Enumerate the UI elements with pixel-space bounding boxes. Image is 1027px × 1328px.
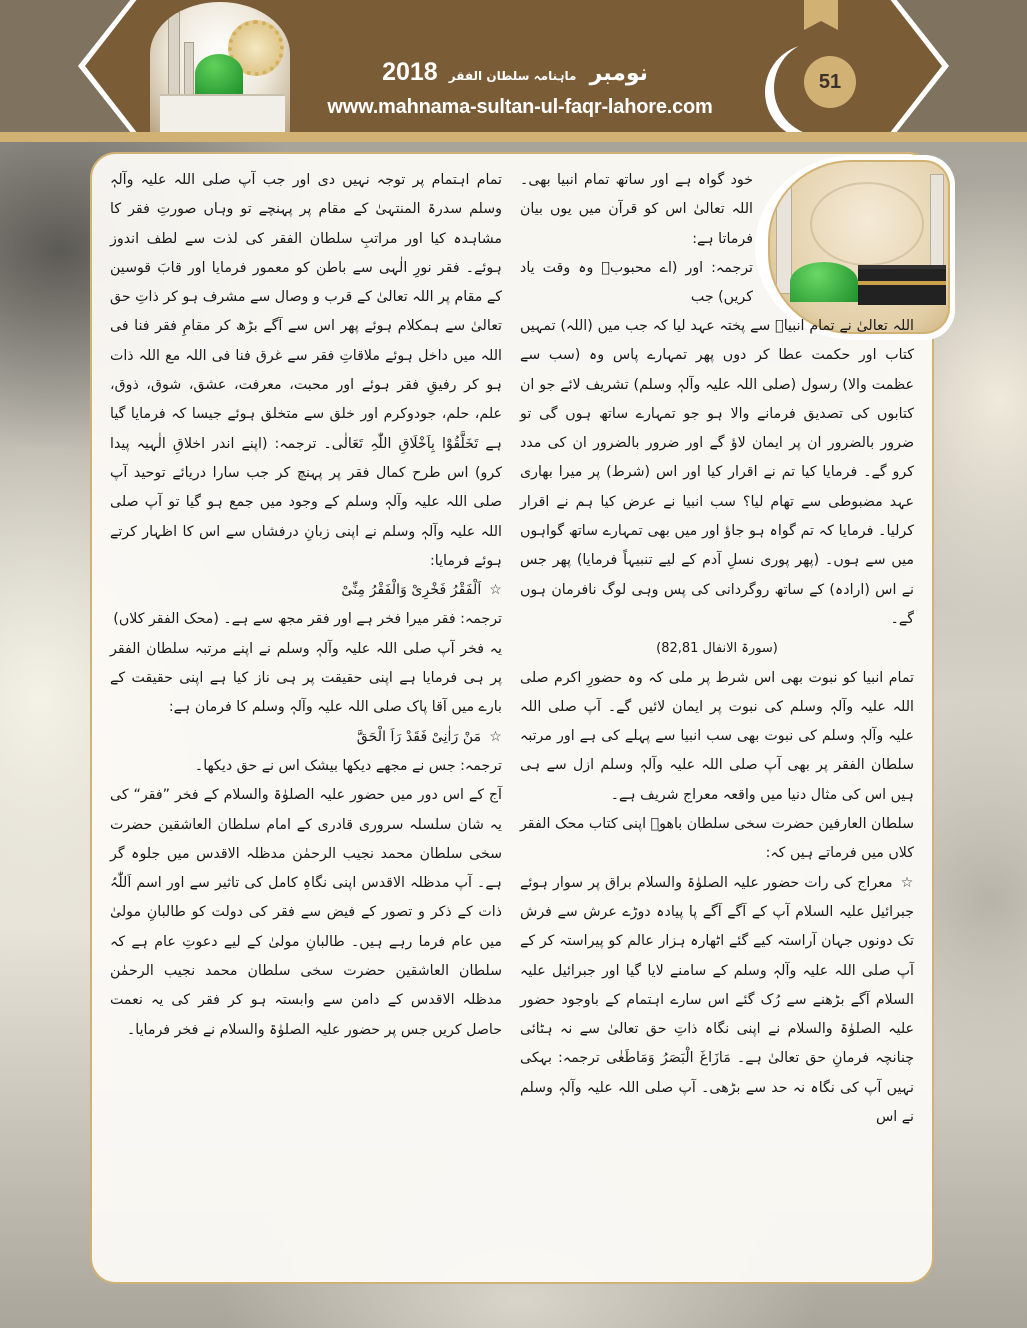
- hadith-quote: [110, 723, 502, 752]
- kaaba-icon: [858, 265, 946, 305]
- hadith-translation: ترجمہ: فقر میرا فخر ہے اور فقر مجھ سے ہے۔ (محک الفقر کلاں): [113, 611, 502, 628]
- paragraph: سلطان العارفین حضرت سخی سلطان باھوؒ اپنی کتاب محک الفقر کلاں میں فرماتے ہیں کہ:: [519, 816, 914, 862]
- hadith-translation: ترجمہ: جس نے مجھے دیکھا بیشک اس نے حق دیکھا۔: [194, 757, 502, 774]
- header-gold-strip: [0, 132, 1027, 142]
- haramain-image: [768, 160, 950, 334]
- star-icon: ☆: [489, 728, 502, 745]
- page-number: [804, 56, 856, 108]
- website-url[interactable]: www.mahnama-sultan-ul-faqr-lahore.com: [327, 96, 713, 118]
- calligraphy-icon: [810, 182, 924, 266]
- paragraph: یہ فخر آپ صلی اللہ علیہ وآلہٖ وسلم نے اپنے مرتبہ سلطان الفقر پر ہی فرمایا ہے اپنی حقیقت پر ہی ناز کیا ہے اپنی حقیقت کے بارے میں آقا پاک صلی اللہ علیہ وآلہٖ وسلم کا فرمان ہے:: [110, 640, 502, 716]
- masjid-nabawi-image: [150, 2, 290, 132]
- hadith-text: اَلْفَقْرُ فَخْرِیْ وَالْفَقْرُ مِنِّیْ: [341, 582, 482, 599]
- minaret-icon: [930, 174, 944, 276]
- magazine-name: ماہنامہ سلطان الفقر: [448, 69, 577, 83]
- right-column: [520, 312, 914, 1132]
- masjid-base: [160, 94, 285, 132]
- issue-title: [300, 58, 730, 87]
- miraj-text: معراج کی رات حضور علیہ الصلوٰۃ والسلام براق پر سوار ہوئے جبرائیل علیہ السلام آپ کے آگے آگے پا پیادہ دوڑے عرش سے فرش تک دونوں جہان آراستہ کیے گئے اٹھارہ ہزار عالم کو پیراستہ کر کے آپ صلی اللہ علیہ وآلہٖ وسلم کے سامنے لایا گیا اور جبرائیل علیہ السلام آگے بڑھنے سے رُک گئے اس سارے اہتمام کے باوجود حضور علیہ الصلوٰۃ والسلام نے اپنی نگاہ ذاتِ حق تعالیٰ سے نہ ہٹائی چنانچہ فرمانِ حق تعالیٰ ہے۔ مَازَاغَ الْبَصَرُ وَمَاطَغٰی ترجمہ: بہکی نہیں آپ کی نگاہ نہ حد سے بڑھی۔ آپ صلی اللہ علیہ وآلہٖ وسلم نے اس: [520, 874, 914, 1126]
- star-icon: ☆: [489, 582, 502, 599]
- right-column-intro: [520, 166, 753, 312]
- paragraph: تمام انبیا کو نبوت بھی اس شرط پر ملی کہ وہ حضورِ اکرم صلی اللہ علیہ وآلہٖ وسلم کی نبوت پر ایمان لائیں گے۔ آپ صلی اللہ علیہ وآلہٖ وسلم کی نبوت بھی سب انبیا سے پہلے کی ہے اور مرتبہ سلطان الفقر پر بھی آپ صلی اللہ علیہ وآلہٖ وسلم ازل سے ہی ہیں اس کی مثال دنیا میں واقعہ معراج شریف ہے۔: [520, 669, 914, 803]
- green-dome-icon: [790, 262, 858, 302]
- quote-paragraph: [520, 869, 914, 1133]
- quran-reference: (سورۃ الانفال 82,81): [656, 641, 778, 657]
- minaret-icon: [776, 182, 792, 294]
- issue-year: 2018: [382, 58, 438, 86]
- translation-start: ترجمہ: اور (اے محبوبؐ وہ وقت یاد کریں) جب: [520, 259, 753, 306]
- left-column: [110, 166, 502, 1045]
- quran-translation: اللہ تعالیٰ نے تمام انبیاؑ سے پختہ عہد لیا کہ جب میں (اللہ) تمہیں کتاب اور حکمت عطا کر دوں پھر تمہارے پاس وہ (سب سے عظمت والا) رسول (صلی اللہ علیہ وآلہٖ وسلم) تشریف لائے جو ان کتابوں کی تصدیق فرمانے والا ہو جو تمہارے ساتھ ہوں گی تو ضرور بالضرور ان پر ایمان لاؤ گے اور ضرور بالضرور ان کی مدد کرو گے۔ فرمایا کیا تم نے اقرار کیا اور اس (شرط) پر میرا بھاری عہد مضبوطی سے تھام لیا؟ سب انبیا نے عرض کیا ہم نے اقرار کرلیا۔ فرمایا کہ تم گواہ ہو جاؤ اور میں بھی تمہارے ساتھ گواہوں میں سے ہوں۔ (پھر پوری نسلِ آدم کے لیے تنبیہاً فرمایا) پھر جس نے اس (ارادہ) کے ساتھ روگردانی کی پس وہی لوگ نافرمان ہوں گے۔: [520, 318, 914, 627]
- green-dome-icon: [195, 54, 243, 94]
- page-number-text: 51: [818, 70, 842, 93]
- paragraph: آج کے اس دور میں حضور علیہ الصلوٰۃ والسلام کے فخر ”فقر“ کی یہ شان سلسلہ سروری قادری کے امام سلطان العاشقین حضرت سخی سلطان محمد نجیب الرحمٰن مدظلہ الاقدس میں جلوہ گر ہے۔ آپ مدظلہ الاقدس اپنی نگاہِ کامل کی تاثیر سے اور اسم اَللّٰہُ ذات کے ذکر و تصور کے فیض سے فقر کی دولت کو طالبانِ مولیٰ میں عام فرما رہے ہیں۔ طالبانِ مولیٰ کے لیے دعوتِ عام ہے کہ سلطان العاشقین حضرت سخی سلطان محمد نجیب الرحمٰن مدظلہ الاقدس کے دامن سے وابستہ ہو کر فقر کی یہ نعمت حاصل کریں جس پر حضور علیہ الصلوٰۃ والسلام نے فخر فرمایا۔: [110, 787, 502, 1038]
- page-header: [0, 0, 1027, 132]
- intro-text: خود گواہ ہے اور ساتھ تمام انبیا بھی۔ اللہ تعالیٰ اس کو قرآن میں یوں بیان فرماتا ہے:: [520, 172, 753, 247]
- issue-month: نومبر: [589, 61, 648, 86]
- hadith-text: مَنْ رَاٰنِیْ فَقَدْ رَاَ الْحَقَّ: [356, 728, 482, 745]
- hadith-quote: [110, 576, 502, 605]
- paragraph: تمام اہتمام پر توجہ نہیں دی اور جب آپ صلی اللہ علیہ وآلہٖ وسلم سدرۃ المنتہیٰ کے مقام پر پہنچے تو وہاں صورتِ فقر کا مشاہدہ کیا اور مراتبِ سلطان الفقر کی لذت سے لطف اندوز ہوئے۔ فقر نورِ الٰہی سے باطن کو معمور فرمایا اور قابَ قوسین کے مقام پر اللہ تعالیٰ کے قرب و وصال سے مشرف ہو کر ذاتِ حق تعالیٰ سے ہمکلام ہوئے پھر اس سے آگے بڑھ کر مقامِ فقر فنا فی اللہ میں داخل ہوئے ملاقاتِ فقر سے غرق فنا فی اللہ مع اللہ ذات ہو کر رفیقِ فقر ہوئے اور محبت، معرفت، عشق، شوق، ذوق، علم، حلم، جودوکرم اور خلق سے متخلق ہوئے جیسا کہ فرمایا گیا ہے تَخَلَّقُوْا بِاَخْلَاقِ اللّٰہِ تَعَالٰی۔ ترجمہ: (اپنے اندر اخلاقِ الٰہیہ پیدا کرو) اس طرح کمال فقر پر پہنچ کر جب سارا دریائے توحید آپ صلی اللہ علیہ وآلہٖ وسلم کے وجود میں جمع ہو گیا تو آپ صلی اللہ علیہ وآلہٖ وسلم نے اپنی زبانِ درفشاں سے اس کا اظہار کرتے ہوئے فرمایا:: [110, 172, 502, 569]
- star-icon: ☆: [900, 874, 914, 891]
